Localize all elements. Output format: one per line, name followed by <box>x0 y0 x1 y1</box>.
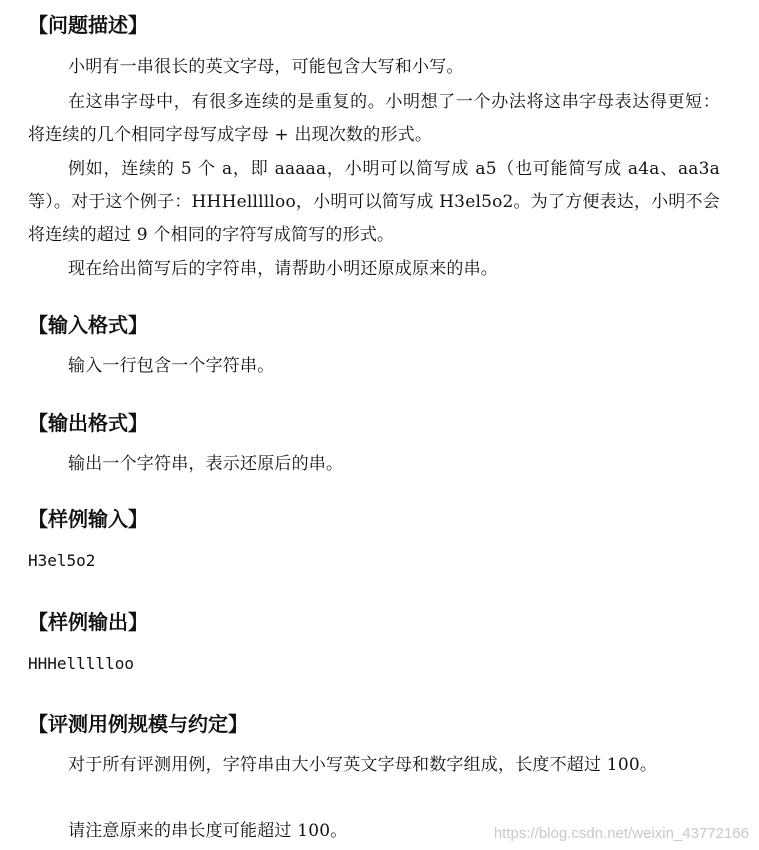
sample-input-code: H3el5o2 <box>28 551 96 570</box>
sample-output-code: HHHellllloo <box>28 654 134 673</box>
constraints-paragraph-1: 对于所有评测用例，字符串由大小写英文字母和数字组成，长度不超过 100。 <box>68 755 658 775</box>
input-format-text: 输入一行包含一个字符串。 <box>68 356 275 376</box>
output-format-heading: 【输出格式】 <box>28 411 148 435</box>
description-heading: 【问题描述】 <box>28 13 148 37</box>
constraints-paragraph-2: 请注意原来的串长度可能超过 100。 <box>68 821 348 841</box>
sample-input-heading: 【样例输入】 <box>28 507 148 531</box>
watermark-text: https://blog.csdn.net/weixin_43772166 <box>493 825 749 842</box>
input-format-heading: 【输入格式】 <box>28 313 148 337</box>
description-paragraph-3: 例如，连续的 5 个 a，即 aaaaa，小明可以简写成 a5（也可能简写成 a4a、aa3a 等）。对于这个例子：HHHellllloo，小明可以简写成 H3el5o2。为了方便表达，小明不会将连续的超过 9 个相同的字符写成简写的形式。 <box>28 159 720 245</box>
description-paragraph-2: 在这串字母中，有很多连续的是重复的。小明想了一个办法将这串字母表达得更短：将连续的几个相同字母写成字母 + 出现次数的形式。 <box>28 92 720 145</box>
sample-output-heading: 【样例输出】 <box>28 610 148 634</box>
description-paragraph-4: 现在给出简写后的字符串，请帮助小明还原成原来的串。 <box>68 259 498 279</box>
output-format-text: 输出一个字符串，表示还原后的串。 <box>68 454 344 474</box>
constraints-heading: 【评测用例规模与约定】 <box>28 712 248 736</box>
description-paragraph-1: 小明有一串很长的英文字母，可能包含大写和小写。 <box>68 57 464 77</box>
